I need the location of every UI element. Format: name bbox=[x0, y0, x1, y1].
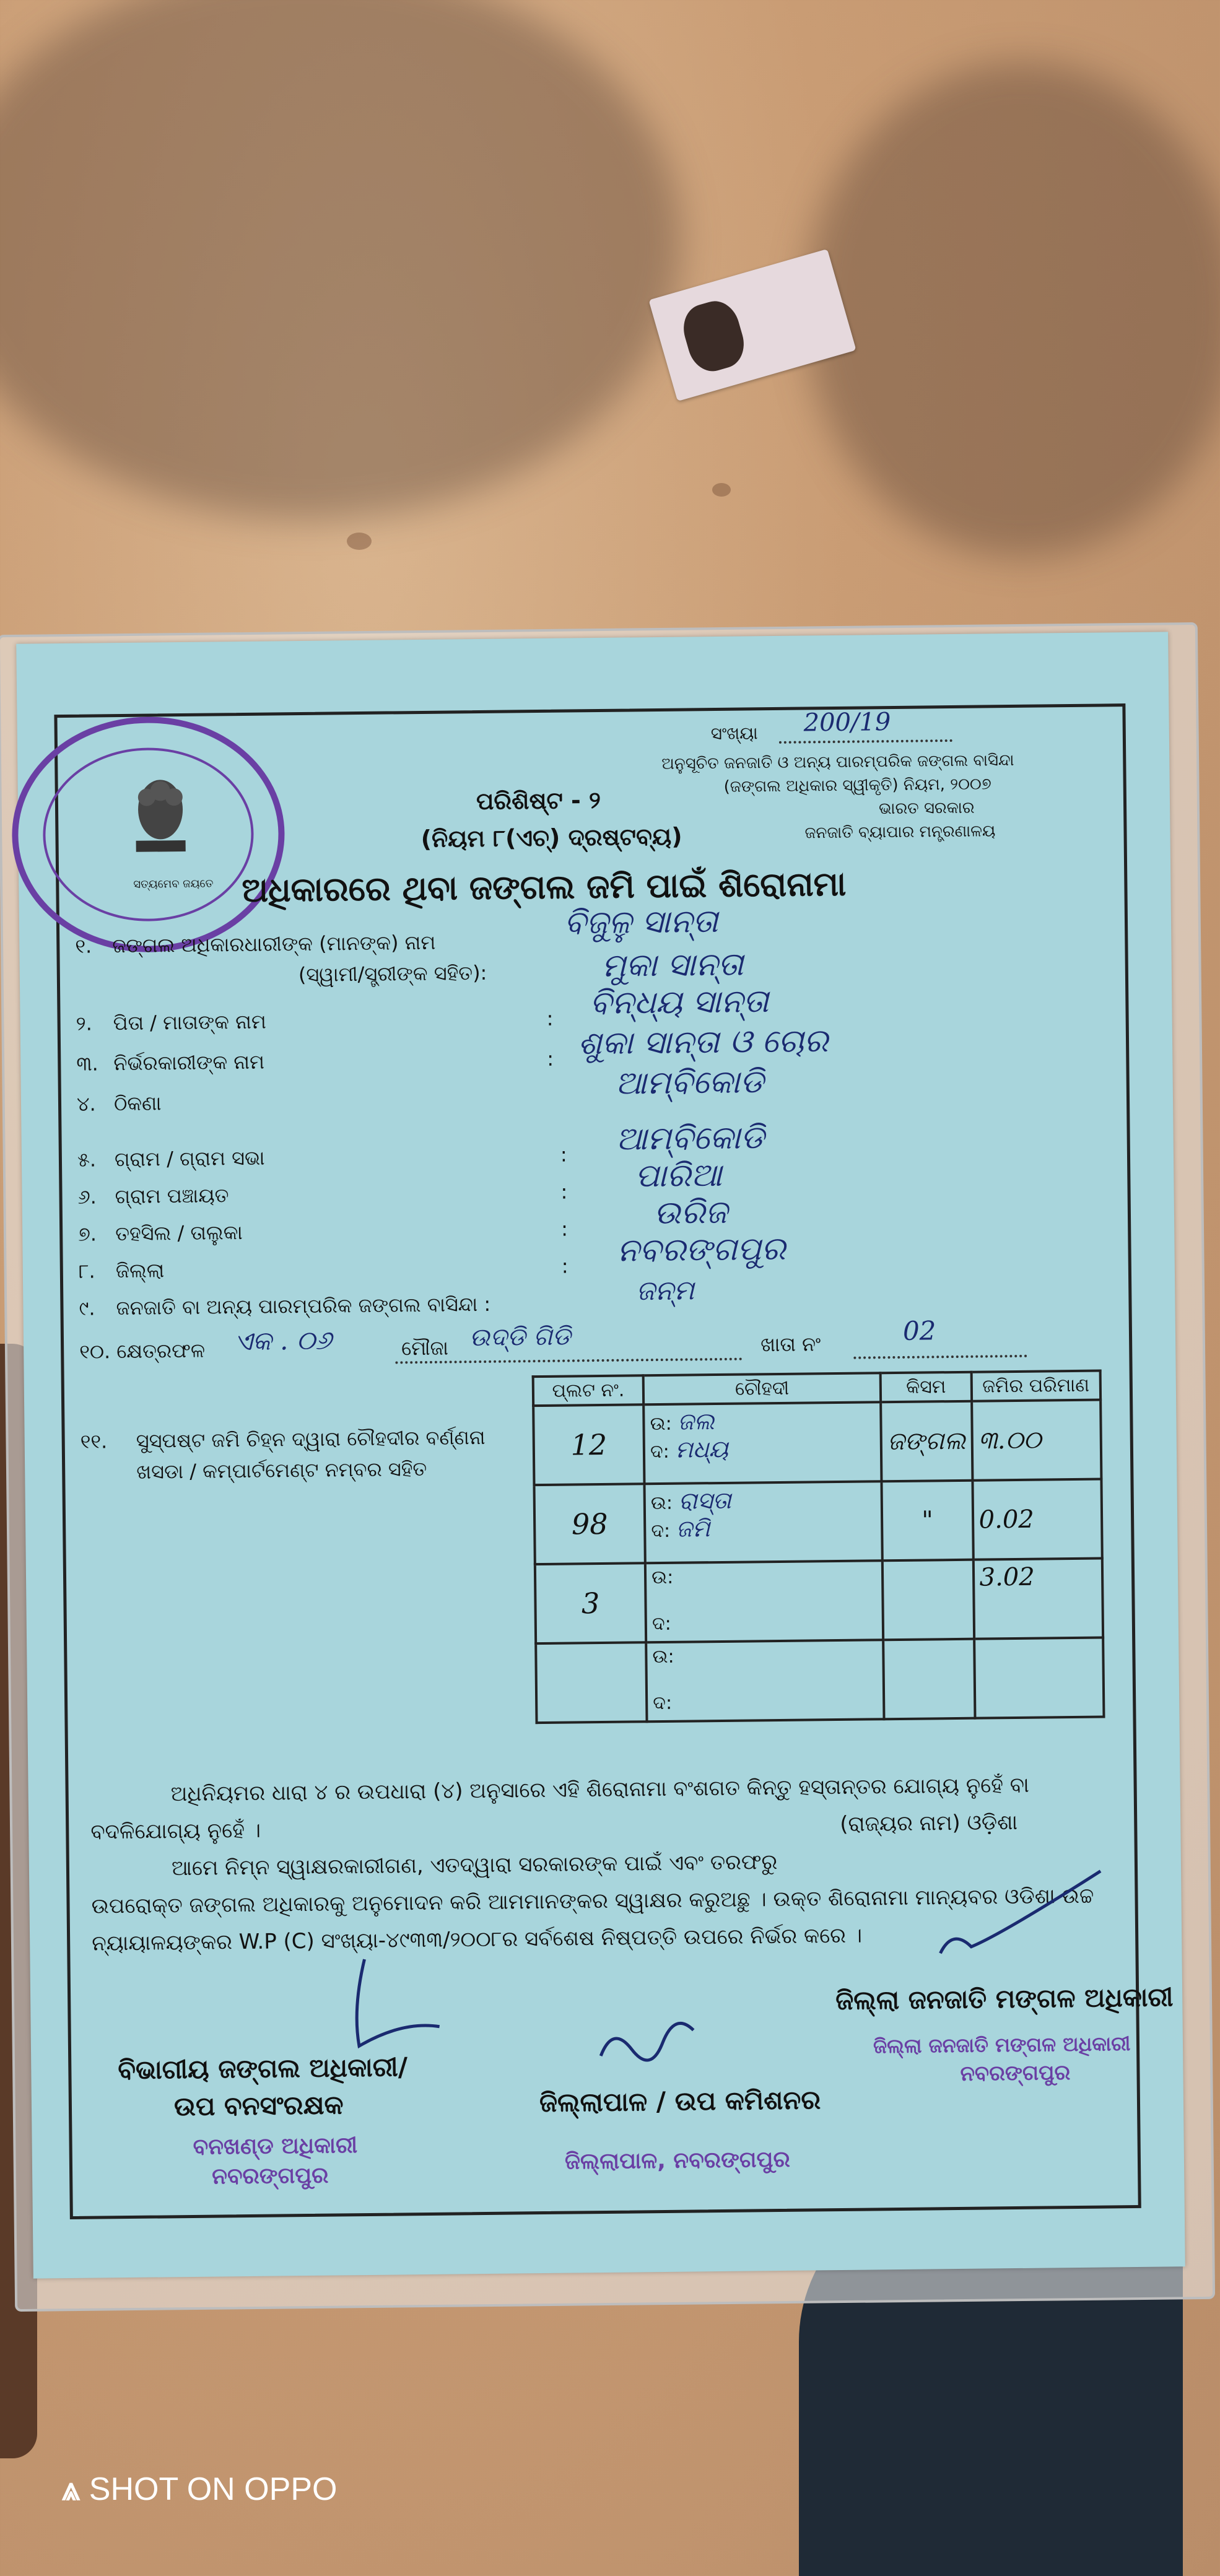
tribal-officer-signature bbox=[927, 1858, 1114, 1972]
field-9-value: ଜନ୍ମ bbox=[635, 1274, 695, 1307]
table-row bbox=[536, 1638, 1104, 1723]
field-1-num: ୧. bbox=[75, 934, 92, 958]
north-label: ଉ: bbox=[650, 1412, 672, 1435]
field-4-label: ଠିକଣା bbox=[113, 1091, 162, 1116]
south-label: ଦ: bbox=[651, 1612, 671, 1635]
plot-cell: 3 bbox=[535, 1563, 646, 1643]
mouza-label: ମୌଜା bbox=[401, 1336, 449, 1360]
field-5-num: ୫. bbox=[77, 1147, 97, 1172]
forest-stamp-2: ନବରଙ୍ଗପୁର bbox=[211, 2162, 329, 2190]
field-2-num: ୨. bbox=[76, 1011, 92, 1035]
declaration-line-5: ନ୍ୟାୟାଳୟଙ୍କର W.P (C) ସଂଖ୍ୟା-୪୯୩୩/୨୦୦୮ର ସର୍ବଶେଷ ନିଷ୍ପତ୍ତି ଉପରେ ନିର୍ଭର କରେ । bbox=[92, 1923, 863, 1956]
boundary-num: ୧୧. bbox=[80, 1429, 108, 1453]
field-6-label: ଗ୍ରାମ ପଞ୍ଚାୟତ bbox=[115, 1183, 229, 1209]
header-plot: ପ୍ଲଟ ନଂ. bbox=[533, 1375, 644, 1406]
tribal-stamp-1: ଜିଲ୍ଲା ଜନଜାତି ମଙ୍ଗଳ ଅଧିକାରୀ bbox=[873, 2032, 1131, 2058]
number-value: 200/19 bbox=[803, 708, 891, 738]
annex-label: ପରିଶିଷ୍ଟ - ୨ bbox=[476, 786, 601, 816]
forest-title-2: ଉପ ବନସଂରକ୍ଷକ bbox=[173, 2089, 344, 2122]
plot-cell: 12 bbox=[533, 1404, 644, 1485]
south-label: ଦ: bbox=[651, 1520, 671, 1543]
south-label: ଦ: bbox=[650, 1440, 670, 1463]
kind-cell bbox=[883, 1639, 975, 1720]
field-2-colon: : bbox=[546, 1006, 554, 1030]
field-5-label: ଗ୍ରାମ / ଗ୍ରାମ ସଭା bbox=[114, 1146, 265, 1172]
header-amount: ଜମିର ପରିମାଣ bbox=[971, 1371, 1100, 1401]
khata-value: 02 bbox=[902, 1315, 936, 1346]
boundary-cell bbox=[643, 1402, 881, 1484]
boundary-cell bbox=[645, 1481, 882, 1563]
header-boundary: ଚୌହଦୀ bbox=[643, 1373, 881, 1404]
plot-cell: 98 bbox=[534, 1484, 645, 1564]
amount-cell: 3.02 bbox=[973, 1559, 1103, 1639]
field-9-num: ୯. bbox=[79, 1296, 95, 1320]
area-value: ଏକ . ୦୬ bbox=[233, 1325, 332, 1357]
field-1-value-2: ମୁକା ସାନ୍ତା bbox=[601, 946, 744, 985]
field-4-value: ଆମ୍ବିକୋଡି bbox=[615, 1063, 764, 1102]
declaration-line-1: ଅଧିନିୟମର ଧାରା ୪ ର ଉପଧାରା (୪) ଅନୁସାରେ ଏହି ଶିରୋନାମା ବଂଶଗତ କିନ୍ତୁ ହସ୍ତାନ୍ତର ଯୋଗ୍ୟ ନୁହେଁ ବା bbox=[170, 1772, 1029, 1807]
field-1-value: ବିଜୁଳୁ ସାନ୍ତା bbox=[564, 902, 718, 942]
forest-stamp-1: ବନଖଣ୍ଡ ଅଧିକାରୀ bbox=[193, 2133, 358, 2160]
field-7-value: ଉରିଜ bbox=[653, 1193, 728, 1232]
north-label: ଉ: bbox=[651, 1566, 674, 1589]
rule-label: (ନିୟମ ୮(ଏଚ୍) ଦ୍ରଷ୍ଟବ୍ୟ) bbox=[420, 822, 682, 853]
plot-cell bbox=[536, 1642, 647, 1723]
amount-cell: 0.02 bbox=[972, 1479, 1102, 1560]
act-line-1: ଅନୁସୂଚିତ ଜନଜାତି ଓ ଅନ୍ୟ ପାରମ୍ପରିକ ଜଙ୍ଗଲ ବାସିନ୍ଦା bbox=[661, 751, 1014, 773]
document-title: ଅଧିକାରରେ ଥିବା ଜଙ୍ଗଲ ଜମି ପାଇଁ ଶିରୋନାମା bbox=[242, 864, 847, 910]
header-kind: କିସମ bbox=[881, 1372, 972, 1403]
field-6-num: ୬. bbox=[77, 1185, 97, 1209]
national-emblem-icon bbox=[123, 766, 198, 872]
north-value: ରାସ୍ତା bbox=[678, 1486, 731, 1515]
north-value: ଜଲ bbox=[677, 1408, 715, 1435]
south-value: ମଧ୍ୟ bbox=[675, 1435, 729, 1463]
boundary-table bbox=[532, 1370, 1105, 1725]
act-line-4: ଜନଜାତି ବ୍ୟାପାର ମନ୍ତ୍ରଣାଳୟ bbox=[804, 822, 996, 843]
number-label: ସଂଖ୍ୟା bbox=[710, 723, 758, 744]
boundary-label-1: ସୁସ୍ପଷ୍ଟ ଜମି ଚିହ୍ନ ଦ୍ୱାରା ଚୌହଦୀର ବର୍ଣ୍ଣନା bbox=[136, 1425, 486, 1453]
south-label: ଦ: bbox=[653, 1692, 673, 1715]
act-line-2: (ଜଙ୍ଗଲ ଅଧିକାର ସ୍ୱୀକୃତି) ନିୟମ, ୨୦୦୭ bbox=[723, 775, 991, 796]
camera-logo-icon: ⩓ bbox=[62, 2471, 81, 2507]
declaration-state: (ରାଜ୍ୟର ନାମ) ଓଡ଼ିଶା bbox=[840, 1809, 1018, 1837]
field-7-num: ୭. bbox=[78, 1222, 97, 1246]
declaration-line-3: ଆମେ ନିମ୍ନ ସ୍ୱାକ୍ଷରକାରୀଗଣ, ଏତଦ୍ୱାରା ସରକାରଙ୍କ ପାଇଁ ଏବଂ ତରଫରୁ bbox=[171, 1850, 778, 1881]
collector-title: ଜିଲ୍ଲାପାଳ / ଉପ କମିଶନର bbox=[539, 2084, 821, 2118]
document-paper bbox=[16, 632, 1185, 2278]
khata-label: ଖାତା ନଂ bbox=[760, 1332, 821, 1357]
boundary-label-2: ଖସଡା / କମ୍ପାର୍ଟମେଣ୍ଟ ନମ୍ବର ସହିତ bbox=[136, 1456, 427, 1484]
forest-officer-signature bbox=[327, 1952, 452, 2065]
field-7-colon: : bbox=[560, 1217, 569, 1241]
field-6-value: ପାରିଆ bbox=[634, 1156, 723, 1195]
amount-cell bbox=[974, 1638, 1104, 1718]
tribal-stamp-2: ନବରଙ୍ଗପୁର bbox=[960, 2060, 1071, 2086]
kind-cell bbox=[882, 1560, 974, 1640]
boundary-cell bbox=[645, 1560, 883, 1642]
shadow-top-left bbox=[0, 0, 681, 520]
field-8-colon: : bbox=[561, 1254, 569, 1278]
collector-stamp: ଜିଲ୍ଲାପାଳ, ନବରଙ୍ଗପୁର bbox=[564, 2146, 790, 2175]
field-9-label: ଜନଜାତି ବା ଅନ୍ୟ ପାରମ୍ପରିକ ଜଙ୍ଗଲ ବାସିନ୍ଦା : bbox=[116, 1292, 491, 1320]
declaration-line-2: ବଦଳିଯୋଗ୍ୟ ନୁହେଁ । bbox=[90, 1817, 261, 1845]
field-8-value: ନବରଙ୍ଗପୁର bbox=[617, 1230, 786, 1269]
kind-cell: " bbox=[882, 1481, 974, 1561]
area-label: କ୍ଷେତ୍ରଫଳ bbox=[116, 1338, 206, 1364]
field-5-colon: : bbox=[560, 1142, 567, 1167]
sand-pebble bbox=[712, 483, 731, 497]
declaration-line-4: ଉପରୋକ୍ତ ଜଙ୍ଗଲ ଅଧିକାରକୁ ଅନୁମୋଦନ କରି ଆମମାନଙ୍କର ସ୍ୱାକ୍ଷର କରୁଅଛୁ । ଉକ୍ତ ଶିରୋନାମା ମାନ୍ୟବର ଓଡିଶା ଉଚ୍ଚ bbox=[91, 1883, 1094, 1919]
boundary-cell bbox=[646, 1640, 884, 1721]
collector-signature bbox=[588, 2011, 700, 2087]
table-row bbox=[533, 1400, 1101, 1486]
forest-title-1: ବିଭାଗୀୟ ଜଙ୍ଗଲ ଅଧିକାରୀ/ bbox=[118, 2052, 408, 2086]
litter-photo bbox=[678, 296, 750, 377]
kind-cell: ଜଙ୍ଗଲ bbox=[881, 1401, 972, 1482]
mouza-value: ଉଦ୍‌ଡି ଗିଡି bbox=[469, 1322, 571, 1352]
sand-pebble bbox=[347, 533, 372, 550]
field-8-num: ୮. bbox=[78, 1259, 95, 1283]
field-2-value: ବିନ୍ଧ୍ୟ ସାନ୍ତା bbox=[590, 983, 769, 1022]
field-4-num: ୪. bbox=[76, 1092, 96, 1116]
field-3-num: ୩. bbox=[76, 1051, 98, 1076]
tribal-title: ଜିଲ୍ଲା ଜନଜାତି ମଙ୍ଗଳ ଅଧିକାରୀ bbox=[835, 1982, 1174, 2016]
table-row bbox=[534, 1479, 1102, 1565]
south-value: ଜମି bbox=[676, 1515, 710, 1543]
amount-cell: ୩.୦୦ bbox=[972, 1400, 1102, 1481]
north-label: ଉ: bbox=[652, 1645, 674, 1668]
field-1-sub: (ସ୍ୱାମୀ/ସ୍ତ୍ରୀଙ୍କ ସହିତ): bbox=[298, 960, 487, 987]
table-row bbox=[535, 1559, 1103, 1644]
act-line-3: ଭାରତ ସରକାର bbox=[878, 798, 975, 819]
field-1-label: ଜଙ୍ଗଲ ଅଧିକାରଧାରୀଙ୍କ (ମାନଙ୍କ) ନାମ bbox=[112, 930, 436, 958]
field-8-label: ଜିଲ୍ଲା bbox=[115, 1258, 165, 1283]
field-3-colon: : bbox=[547, 1046, 554, 1071]
field-7-label: ତହସିଲ / ତାଲୁକା bbox=[115, 1221, 243, 1246]
field-6-colon: : bbox=[560, 1180, 568, 1204]
field-2-label: ପିତା / ମାତାଙ୍କ ନାମ bbox=[113, 1009, 266, 1035]
camera-watermark bbox=[62, 2471, 337, 2509]
field-5-value: ଆମ୍ବିକୋଡି bbox=[616, 1119, 765, 1158]
emblem-caption: ସତ୍ୟମେବ ଜୟତେ bbox=[133, 877, 214, 891]
north-label: ଉ: bbox=[650, 1492, 673, 1515]
shadow-top-right bbox=[805, 62, 1220, 557]
area-num: ୧୦. bbox=[79, 1339, 111, 1364]
watermark-text: SHOT ON OPPO bbox=[89, 2471, 338, 2507]
field-3-label: ନିର୍ଭରକାରୀଙ୍କ ନାମ bbox=[113, 1050, 265, 1076]
field-3-value: ଶୁକା ସାନ୍ତା ଓ ଚୋର bbox=[577, 1022, 829, 1063]
